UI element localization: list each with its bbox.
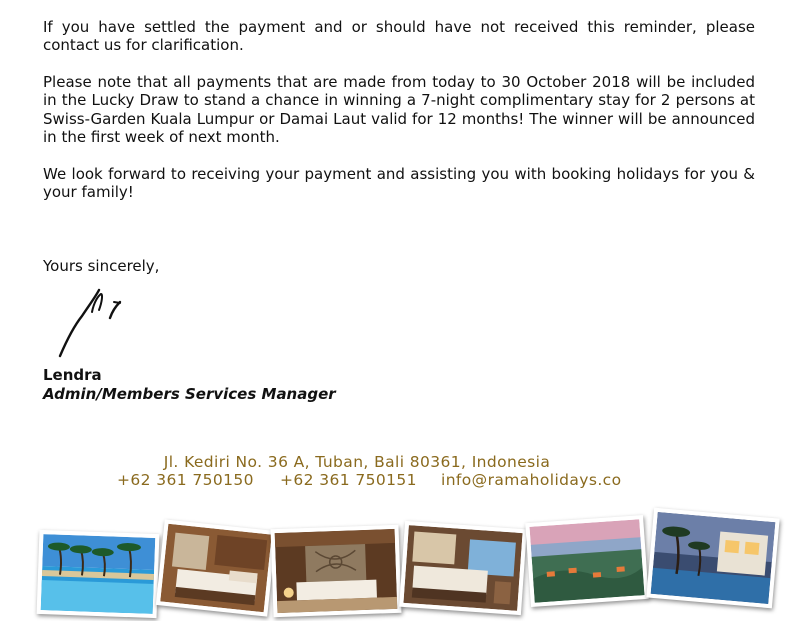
photo-pool-dusk (646, 508, 779, 609)
photo-bedroom-window (399, 521, 527, 615)
photo-beach-pool (37, 530, 160, 618)
footer-phone-2: +62 361 750151 (280, 471, 417, 489)
letter-paragraph-2: Please note that all payments that are made from today to 30 October 2018 will be included in the Lucky Draw to stand a chance in winning a 7-night complimentary stay for 2 persons at Swiss-Garden Kuala Lumpur or Damai Laut valid for 12 months! The winner will be announced in the first week of next month. (43, 73, 755, 146)
footer-phone-1: +62 361 750150 (117, 471, 254, 489)
signer-title: Admin/Members Services Manager (43, 385, 336, 403)
footer-address: Jl. Kediri No. 36 A, Tuban, Bali 80361, Indonesia (163, 453, 551, 471)
photo-coastal-resort (525, 515, 649, 607)
photo-suite-carved-wall (271, 525, 402, 617)
letter-paragraph-3: We look forward to receiving your payment and assisting you with booking holidays for you & your family! (43, 165, 755, 202)
photo-hotel-bedroom (156, 519, 276, 616)
signature-image (52, 282, 132, 360)
letter-paragraph-1: If you have settled the payment and or should have not received this reminder, please contact us for clarification. (43, 18, 755, 55)
closing-salutation: Yours sincerely, (43, 257, 160, 275)
signer-name: Lendra (43, 366, 102, 384)
footer-email-link[interactable]: info@ramaholidays.co (441, 471, 622, 489)
hotel-photo-strip (0, 505, 800, 621)
